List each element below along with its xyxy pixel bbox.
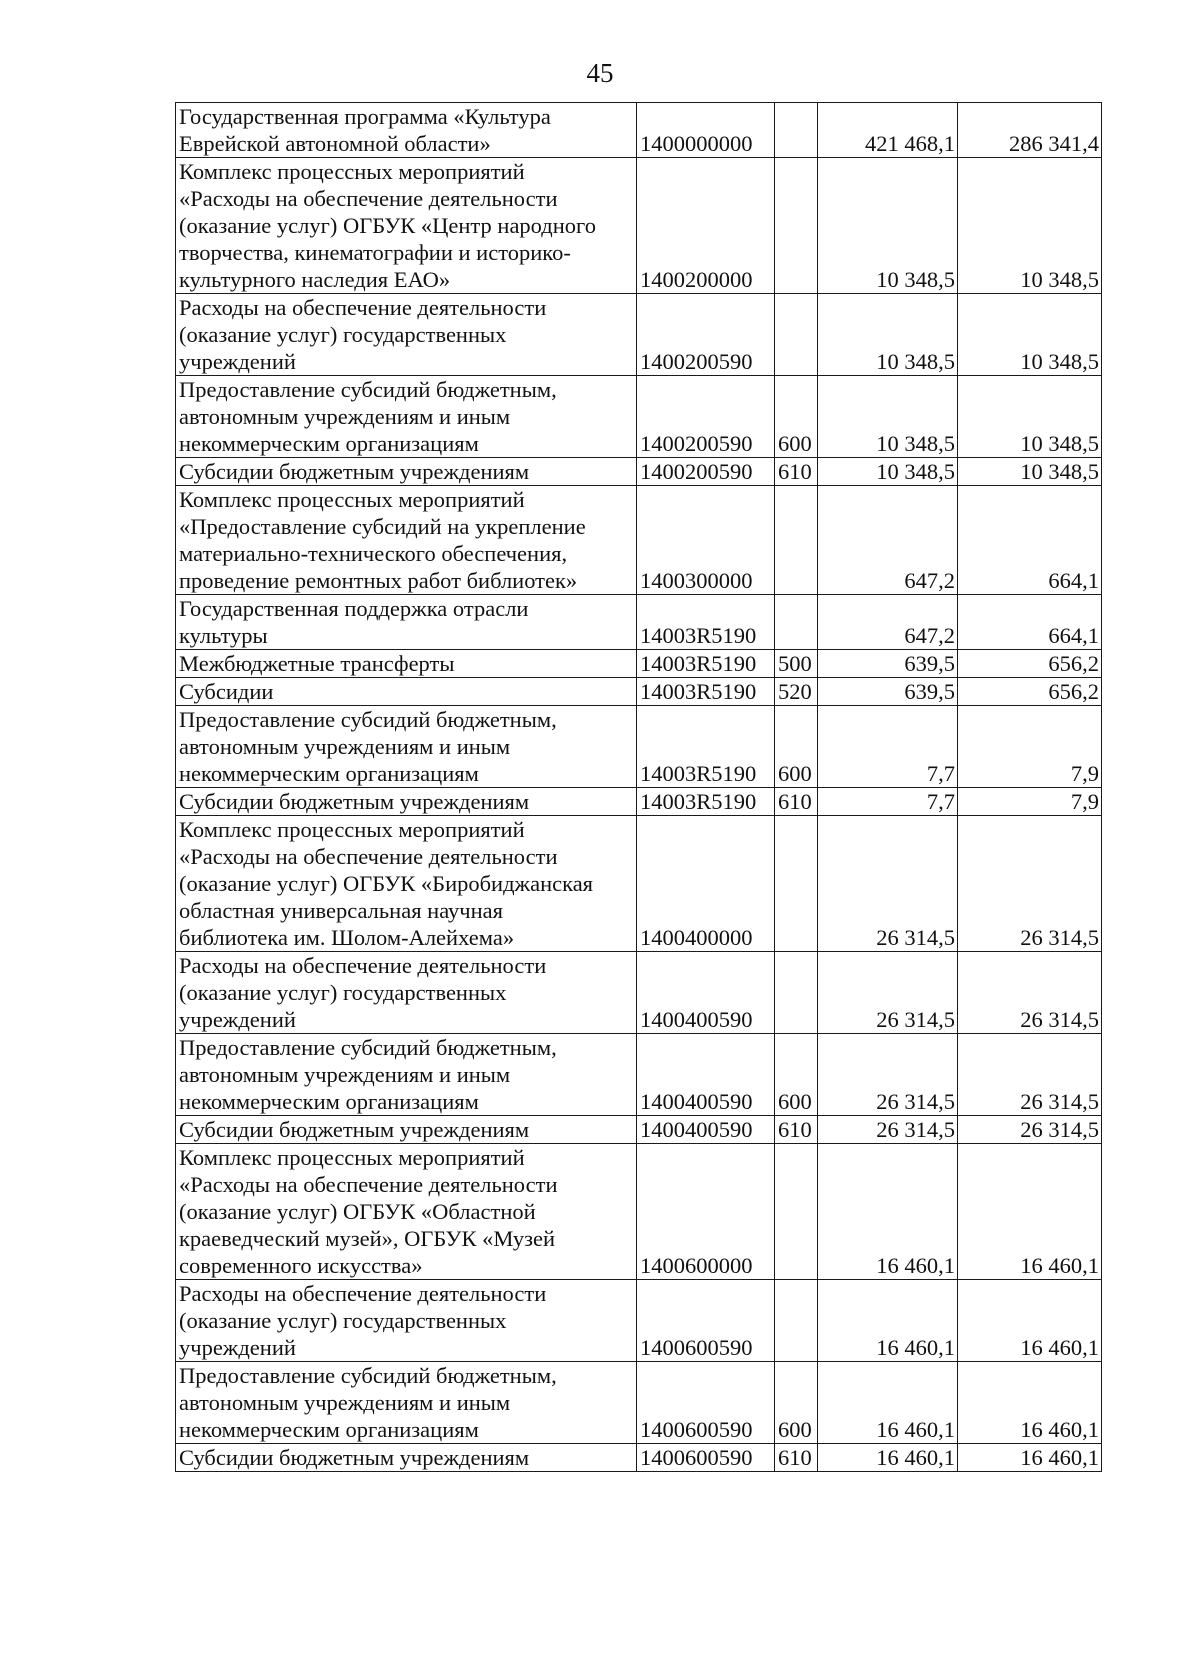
row-expense-type-cell bbox=[775, 486, 818, 595]
row-amount-1-cell: 26 314,5 bbox=[818, 816, 958, 952]
row-code-cell: 1400400590 bbox=[637, 952, 775, 1034]
row-expense-type-cell: 600 bbox=[775, 1362, 818, 1444]
row-name-cell: Расходы на обеспечение деятельности (оказание услуг) государственных учреждений bbox=[176, 1280, 637, 1362]
row-name-cell: Комплекс процессных мероприятий «Расходы на обеспечение деятельности (оказание услуг) ОГБУК «Областной краеведческий музей», ОГБУК «Музей современного искусства» bbox=[176, 1144, 637, 1280]
row-expense-type-cell: 610 bbox=[775, 458, 818, 486]
row-amount-2-cell: 10 348,5 bbox=[958, 376, 1102, 458]
row-amount-1-cell: 16 460,1 bbox=[818, 1444, 958, 1472]
row-amount-1-cell: 647,2 bbox=[818, 486, 958, 595]
row-expense-type-cell bbox=[775, 952, 818, 1034]
row-name-cell: Предоставление субсидий бюджетным, автономным учреждениям и иным некоммерческим организациям bbox=[176, 706, 637, 788]
row-name-cell: Субсидии bbox=[176, 678, 637, 706]
row-amount-1-cell: 639,5 bbox=[818, 678, 958, 706]
row-amount-2-cell: 26 314,5 bbox=[958, 952, 1102, 1034]
row-amount-2-cell: 656,2 bbox=[958, 678, 1102, 706]
row-amount-1-cell: 639,5 bbox=[818, 650, 958, 678]
row-expense-type-cell: 600 bbox=[775, 376, 818, 458]
table-row bbox=[176, 678, 1102, 706]
row-amount-1-cell: 10 348,5 bbox=[818, 158, 958, 294]
row-expense-type-cell: 520 bbox=[775, 678, 818, 706]
row-amount-1-cell: 421 468,1 bbox=[818, 103, 958, 158]
row-expense-type-cell: 500 bbox=[775, 650, 818, 678]
row-expense-type-cell bbox=[775, 1144, 818, 1280]
row-amount-2-cell: 16 460,1 bbox=[958, 1362, 1102, 1444]
row-name-cell: Расходы на обеспечение деятельности (оказание услуг) государственных учреждений bbox=[176, 294, 637, 376]
row-amount-1-cell: 10 348,5 bbox=[818, 458, 958, 486]
row-code-cell: 1400300000 bbox=[637, 486, 775, 595]
row-code-cell: 14003R5190 bbox=[637, 788, 775, 816]
row-expense-type-cell bbox=[775, 595, 818, 650]
row-name-cell: Субсидии бюджетным учреждениям bbox=[176, 1116, 637, 1144]
row-amount-2-cell: 656,2 bbox=[958, 650, 1102, 678]
table-row bbox=[176, 376, 1102, 458]
table-row bbox=[176, 816, 1102, 952]
row-expense-type-cell bbox=[775, 294, 818, 376]
table-row bbox=[176, 1116, 1102, 1144]
table-row bbox=[176, 1362, 1102, 1444]
table-row bbox=[176, 1444, 1102, 1472]
row-amount-2-cell: 664,1 bbox=[958, 595, 1102, 650]
row-name-cell: Государственная программа «Культура Еврейской автономной области» bbox=[176, 103, 637, 158]
table-row bbox=[176, 1144, 1102, 1280]
row-expense-type-cell: 610 bbox=[775, 788, 818, 816]
row-amount-2-cell: 664,1 bbox=[958, 486, 1102, 595]
row-code-cell: 14003R5190 bbox=[637, 595, 775, 650]
row-amount-2-cell: 10 348,5 bbox=[958, 458, 1102, 486]
row-amount-1-cell: 7,7 bbox=[818, 706, 958, 788]
row-code-cell: 14003R5190 bbox=[637, 706, 775, 788]
row-code-cell: 14003R5190 bbox=[637, 650, 775, 678]
row-code-cell: 14003R5190 bbox=[637, 678, 775, 706]
row-amount-2-cell: 16 460,1 bbox=[958, 1144, 1102, 1280]
row-name-cell: Субсидии бюджетным учреждениям bbox=[176, 458, 637, 486]
row-amount-1-cell: 16 460,1 bbox=[818, 1144, 958, 1280]
row-amount-2-cell: 7,9 bbox=[958, 788, 1102, 816]
table-row bbox=[176, 458, 1102, 486]
table-row bbox=[176, 952, 1102, 1034]
row-code-cell: 1400600590 bbox=[637, 1280, 775, 1362]
row-amount-2-cell: 26 314,5 bbox=[958, 1116, 1102, 1144]
row-code-cell: 1400400590 bbox=[637, 1116, 775, 1144]
row-name-cell: Предоставление субсидий бюджетным, автономным учреждениям и иным некоммерческим организациям bbox=[176, 1362, 637, 1444]
table-row bbox=[176, 595, 1102, 650]
row-name-cell: Комплекс процессных мероприятий «Предоставление субсидий на укрепление материально-технического обеспечения, проведение ремонтных работ библиотек» bbox=[176, 486, 637, 595]
table-row bbox=[176, 1280, 1102, 1362]
page-number: 45 bbox=[586, 58, 614, 88]
table-row bbox=[176, 650, 1102, 678]
row-name-cell: Межбюджетные трансферты bbox=[176, 650, 637, 678]
table-row bbox=[176, 158, 1102, 294]
row-amount-1-cell: 10 348,5 bbox=[818, 294, 958, 376]
row-code-cell: 1400400590 bbox=[637, 1034, 775, 1116]
row-amount-1-cell: 647,2 bbox=[818, 595, 958, 650]
row-amount-1-cell: 16 460,1 bbox=[818, 1280, 958, 1362]
row-code-cell: 1400600590 bbox=[637, 1362, 775, 1444]
row-code-cell: 1400200590 bbox=[637, 294, 775, 376]
row-code-cell: 1400200590 bbox=[637, 376, 775, 458]
row-expense-type-cell bbox=[775, 816, 818, 952]
row-name-cell: Субсидии бюджетным учреждениям bbox=[176, 1444, 637, 1472]
row-amount-1-cell: 26 314,5 bbox=[818, 952, 958, 1034]
row-expense-type-cell: 610 bbox=[775, 1444, 818, 1472]
row-expense-type-cell bbox=[775, 103, 818, 158]
table-row bbox=[176, 294, 1102, 376]
row-code-cell: 1400600000 bbox=[637, 1144, 775, 1280]
row-amount-1-cell: 7,7 bbox=[818, 788, 958, 816]
row-name-cell: Государственная поддержка отрасли культуры bbox=[176, 595, 637, 650]
row-expense-type-cell bbox=[775, 1280, 818, 1362]
row-amount-2-cell: 16 460,1 bbox=[958, 1444, 1102, 1472]
row-amount-2-cell: 16 460,1 bbox=[958, 1280, 1102, 1362]
row-expense-type-cell: 600 bbox=[775, 706, 818, 788]
row-amount-1-cell: 26 314,5 bbox=[818, 1116, 958, 1144]
row-code-cell: 1400600590 bbox=[637, 1444, 775, 1472]
row-amount-2-cell: 26 314,5 bbox=[958, 1034, 1102, 1116]
row-code-cell: 1400000000 bbox=[637, 103, 775, 158]
row-amount-2-cell: 286 341,4 bbox=[958, 103, 1102, 158]
budget-table bbox=[175, 102, 1102, 1472]
table-row bbox=[176, 788, 1102, 816]
row-code-cell: 1400200000 bbox=[637, 158, 775, 294]
row-expense-type-cell: 600 bbox=[775, 1034, 818, 1116]
budget-table-body bbox=[176, 103, 1102, 1472]
row-amount-1-cell: 26 314,5 bbox=[818, 1034, 958, 1116]
table-row bbox=[176, 1034, 1102, 1116]
row-amount-2-cell: 26 314,5 bbox=[958, 816, 1102, 952]
row-name-cell: Расходы на обеспечение деятельности (оказание услуг) государственных учреждений bbox=[176, 952, 637, 1034]
row-name-cell: Комплекс процессных мероприятий «Расходы на обеспечение деятельности (оказание услуг) ОГБУК «Центр народного творчества, кинематографии и историко- культурного наследия ЕАО» bbox=[176, 158, 637, 294]
row-name-cell: Субсидии бюджетным учреждениям bbox=[176, 788, 637, 816]
row-name-cell: Предоставление субсидий бюджетным, автономным учреждениям и иным некоммерческим организациям bbox=[176, 376, 637, 458]
row-expense-type-cell bbox=[775, 158, 818, 294]
table-row bbox=[176, 103, 1102, 158]
row-amount-1-cell: 10 348,5 bbox=[818, 376, 958, 458]
table-row bbox=[176, 486, 1102, 595]
row-expense-type-cell: 610 bbox=[775, 1116, 818, 1144]
row-amount-2-cell: 10 348,5 bbox=[958, 294, 1102, 376]
row-amount-2-cell: 10 348,5 bbox=[958, 158, 1102, 294]
row-amount-2-cell: 7,9 bbox=[958, 706, 1102, 788]
row-code-cell: 1400400000 bbox=[637, 816, 775, 952]
row-code-cell: 1400200590 bbox=[637, 458, 775, 486]
table-row bbox=[176, 706, 1102, 788]
row-name-cell: Комплекс процессных мероприятий «Расходы на обеспечение деятельности (оказание услуг) ОГБУК «Биробиджанская областная универсальная научная библиотека им. Шолом-Алейхема» bbox=[176, 816, 637, 952]
row-name-cell: Предоставление субсидий бюджетным, автономным учреждениям и иным некоммерческим организациям bbox=[176, 1034, 637, 1116]
row-amount-1-cell: 16 460,1 bbox=[818, 1362, 958, 1444]
